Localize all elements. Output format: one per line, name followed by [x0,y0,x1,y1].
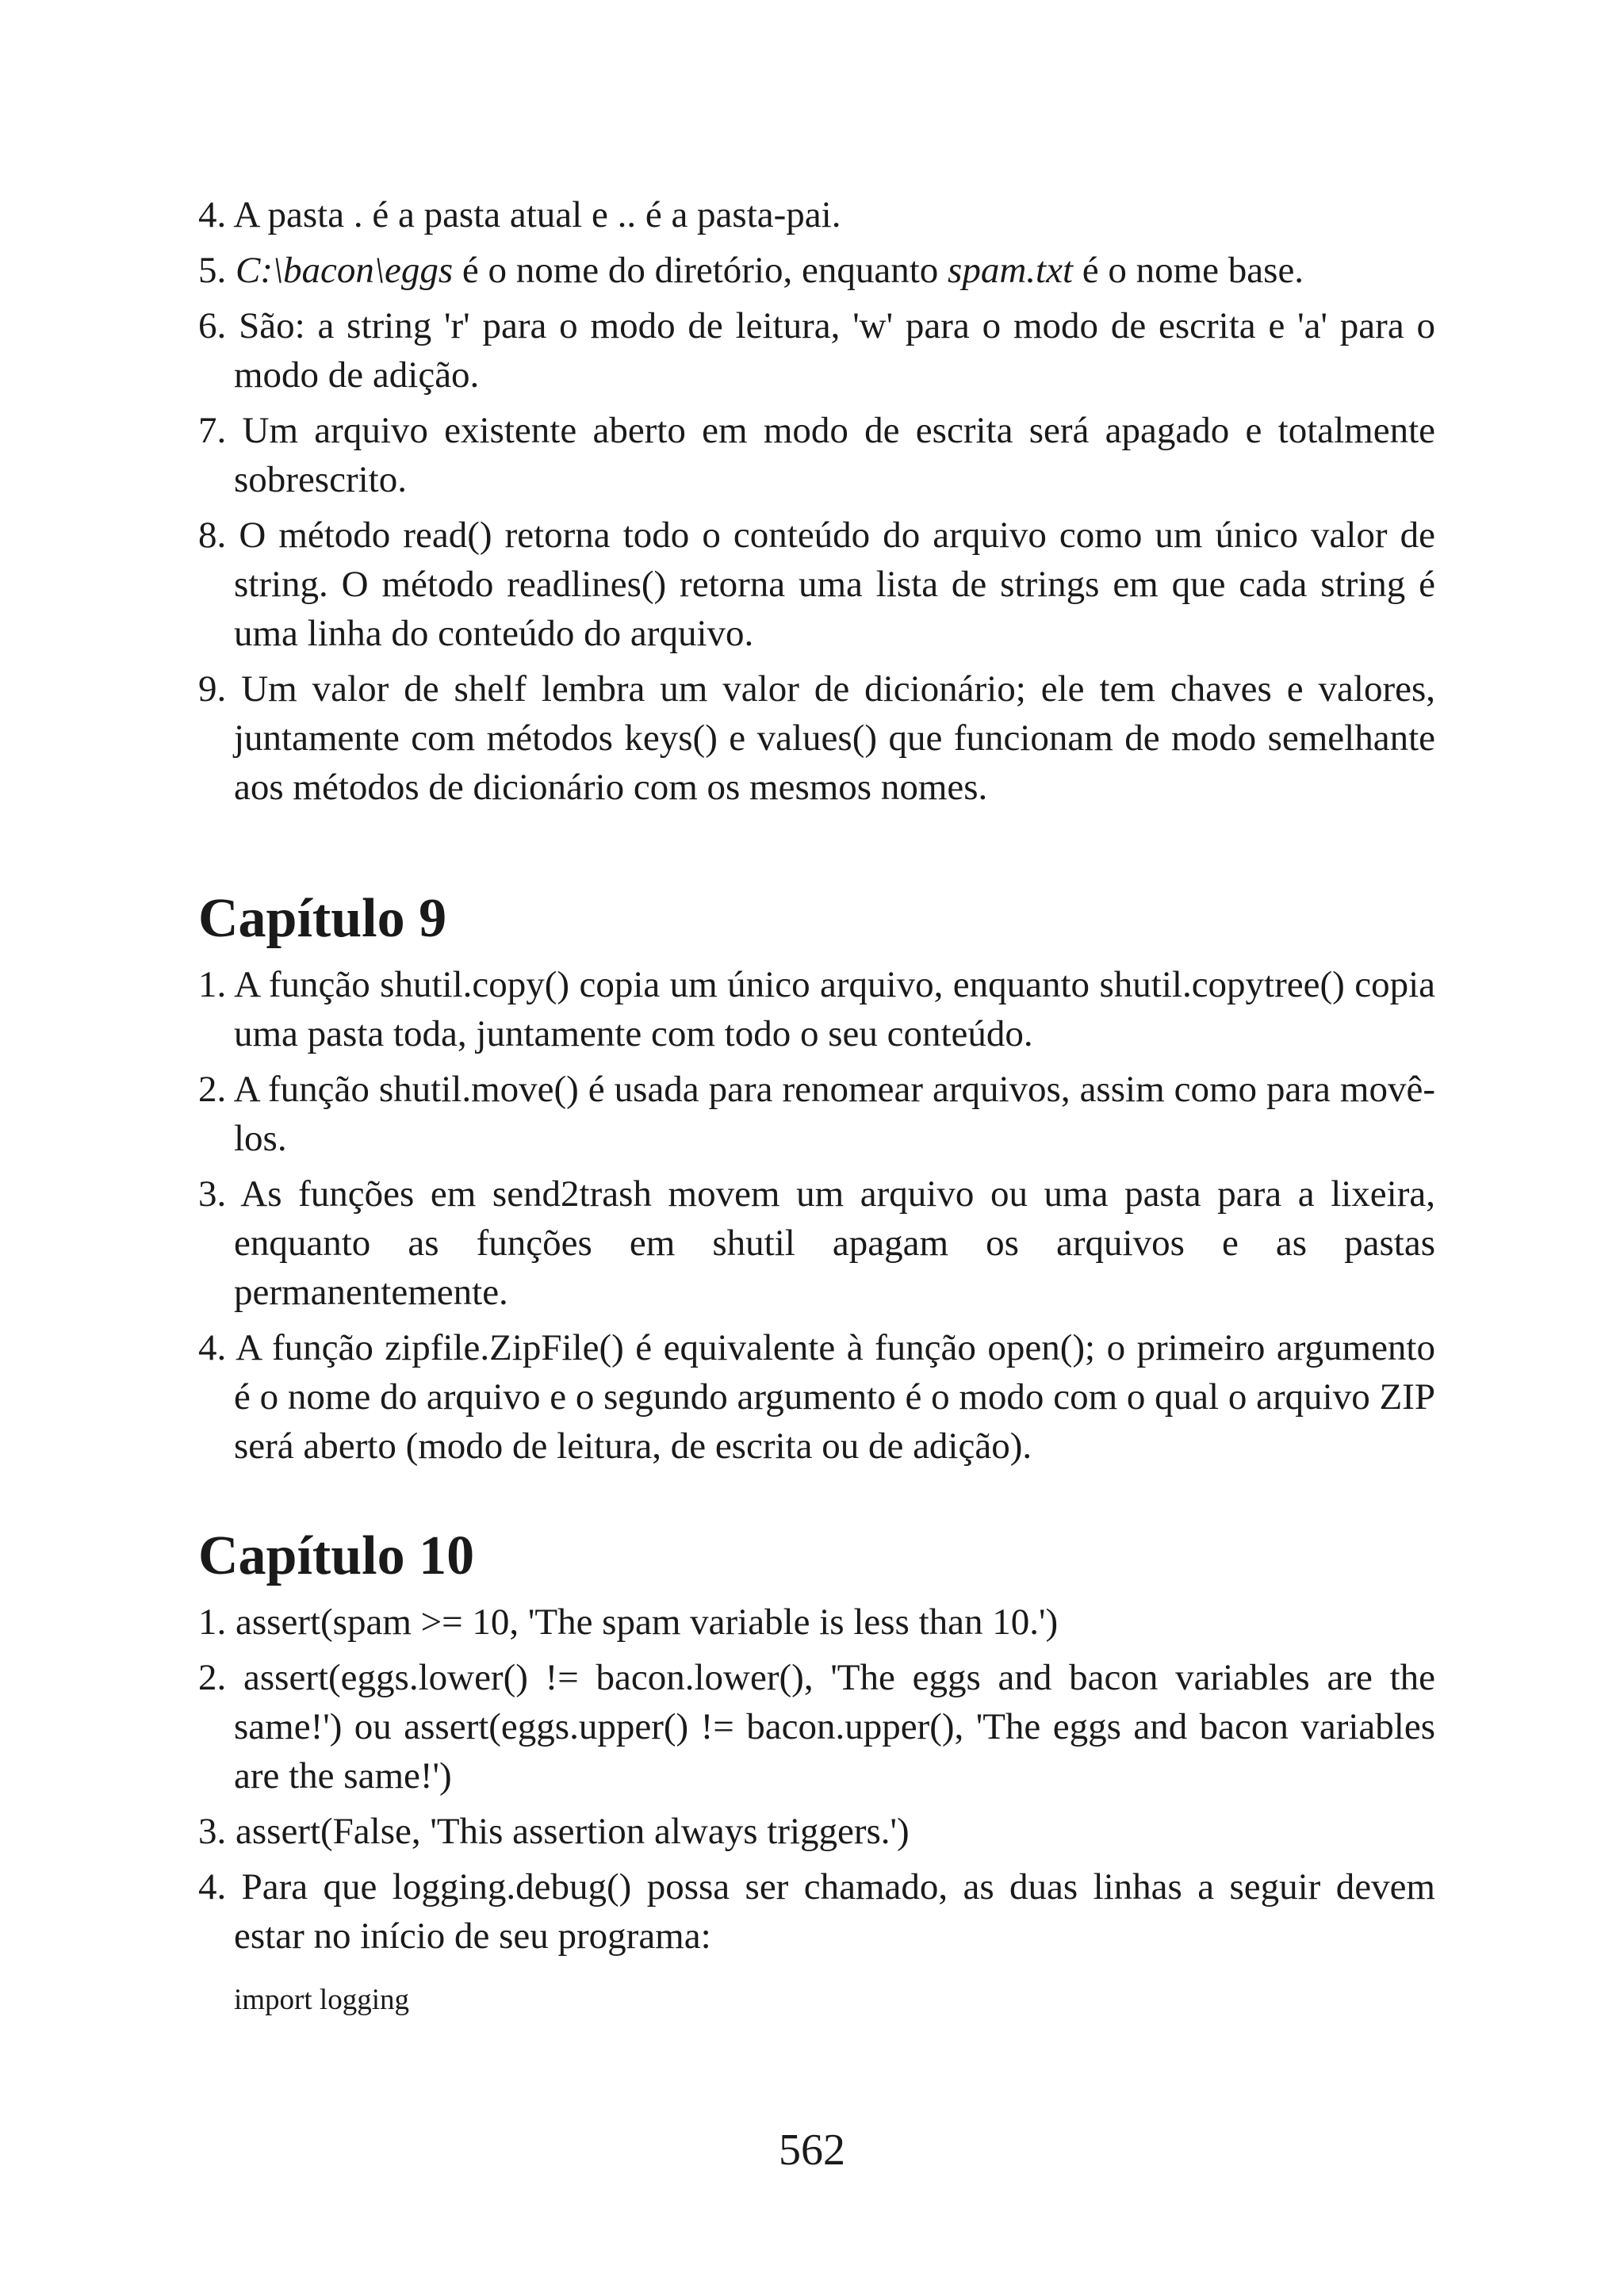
list-item [198,406,1435,504]
list-item [198,511,1435,658]
item-text: A pasta . é a pasta atual e .. é a pasta-pai. [233,194,841,235]
item-text: A função shutil.copy() copia um único arquivo, enquanto shutil.copytree() copia uma pasta toda, juntamente com todo o seu conteúdo. [234,964,1435,1054]
item-text: Um valor de shelf lembra um valor de dicionário; ele tem chaves e valores, juntamente com métodos keys() e values() que funcionam de modo semelhante aos métodos de dicionário com os mesmos nomes. [234,668,1436,808]
list-item [198,1065,1435,1163]
answer-list-chapter-10 [198,1598,1435,1961]
item-number: 4. [198,1866,227,1908]
item-number: 3. [198,1811,227,1852]
list-item [198,664,1435,812]
item-number: 6. [198,305,227,346]
item-number: 4. [198,194,227,235]
page-number: 562 [779,2126,845,2175]
item-path-italic: C:\bacon\eggs [236,250,454,291]
item-text: Um arquivo existente aberto em modo de escrita será apagado e totalmente sobrescrito. [234,410,1436,500]
item-text: A função zipfile.ZipFile() é equivalente à função open(); o primeiro argumento é o nome do arquivo e o segundo argumento é o modo com o qual o arquivo ZIP será aberto (modo de leitura, de escrita ou de adição). [234,1327,1435,1467]
item-number: 2. [198,1069,227,1110]
item-number: 1. [198,964,227,1005]
item-filename-italic: spam.txt [948,250,1074,291]
page-body [198,190,1435,2019]
list-item [198,1807,1435,1856]
item-text: São: a string 'r' para o modo de leitura, 'w' para o modo de escrita e 'a' para o modo de adição. [234,305,1436,396]
item-number: 8. [198,515,227,556]
chapter-10-heading: Capítulo 10 [198,1525,475,1586]
item-text: As funções em send2trash movem um arquivo ou uma pasta para a lixeira, enquanto as funções em shutil apagam os arquivos e as pastas permanentemente. [234,1173,1435,1313]
item-number: 1. [198,1601,227,1643]
item-text: assert(eggs.lower() != bacon.lower(), 'The eggs and bacon variables are the same!') ou assert(eggs.upper() != bacon.upper(), 'The eggs and bacon variables are the same!') [234,1657,1436,1797]
item-text: A função shutil.move() é usada para renomear arquivos, assim como para movê-los. [233,1069,1435,1159]
item-text: é o nome base. [1073,250,1304,291]
item-number: 7. [198,410,227,451]
item-number: 2. [198,1657,227,1698]
list-item [198,960,1435,1058]
list-item [198,190,1435,239]
item-text: Para que logging.debug() possa ser chamado, as duas linhas a seguir devem estar no início de seu programa: [234,1866,1435,1957]
list-item [198,1598,1435,1647]
list-item [198,1323,1435,1471]
list-item [198,246,1435,295]
code-snippet: import logging [234,1984,409,2016]
answer-list-chapter-8 [198,190,1435,812]
item-text: é o nome do diretório, enquanto [453,250,948,291]
list-item [198,1862,1435,1961]
item-number: 9. [198,668,227,710]
list-item [198,1653,1435,1800]
item-number: 4. [198,1327,227,1368]
answer-list-chapter-9 [198,960,1435,1471]
list-item [198,301,1435,400]
list-item [198,1169,1435,1317]
item-text: O método read() retorna todo o conteúdo do arquivo como um único valor de string. O método readlines() retorna uma lista de strings em que cada string é uma linha do conteúdo do arquivo. [234,515,1435,654]
item-number: 3. [198,1173,227,1215]
item-text: assert(False, 'This assertion always triggers.') [236,1811,910,1852]
item-text: assert(spam >= 10, 'The spam variable is less than 10.') [236,1601,1059,1643]
chapter-9-heading: Capítulo 9 [198,888,447,949]
item-number: 5. [198,250,227,291]
